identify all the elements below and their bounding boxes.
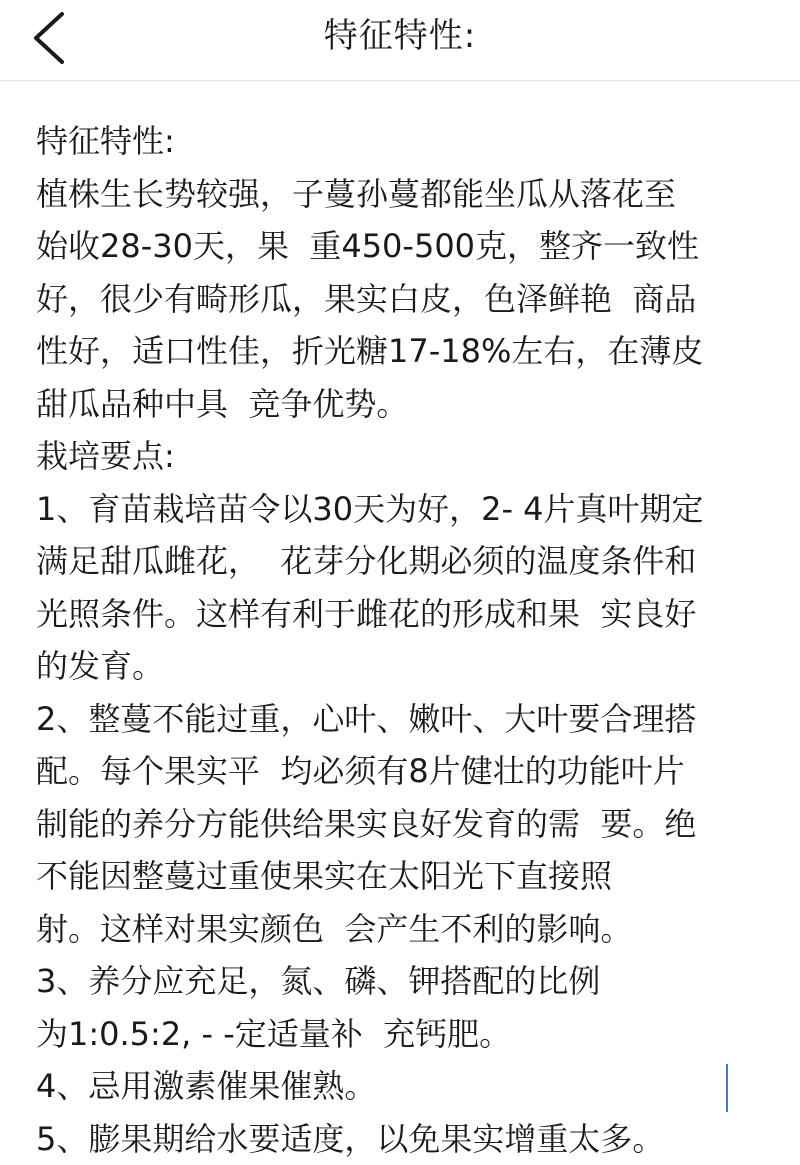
article-body <box>36 115 776 1165</box>
article-line: 为1:0.5:2, - -定适量补 充钙肥。 <box>36 1008 776 1061</box>
article-line: 特征特性: <box>36 115 776 168</box>
article-line: 不能因整蔓过重使果实在太阳光下直接照 <box>36 850 776 903</box>
article-line: 性好，适口性佳，折光糖17-18%左右，在薄皮 <box>36 325 776 378</box>
article-line: 甜瓜品种中具 竞争优势。 <box>36 378 776 431</box>
page-title: 特征特性: <box>0 0 800 72</box>
article-line: 栽培要点: <box>36 430 776 483</box>
article-line: 1、育苗栽培苗令以30天为好，2- 4片真叶期定 <box>36 483 776 536</box>
article-line: 的发育。 <box>36 640 776 693</box>
article-line: 光照条件。这样有利于雌花的形成和果 实良好 <box>36 588 776 641</box>
app-header <box>0 0 800 81</box>
article-line: 配。每个果实平 均必须有8片健壮的功能叶片 <box>36 745 776 798</box>
article-line: 2、整蔓不能过重，心叶、嫩叶、大叶要合理搭 <box>36 693 776 746</box>
article-line: 3、养分应充足，氮、磷、钾搭配的比例 <box>36 955 776 1008</box>
article-line: 好，很少有畸形瓜，果实白皮，色泽鲜艳 商品 <box>36 273 776 326</box>
article-line: 制能的养分方能供给果实良好发育的需 要。绝 <box>36 798 776 851</box>
article-line: 4、忌用激素催果催熟。 <box>36 1060 776 1113</box>
article-line: 满足甜瓜雌花， 花芽分化期必须的温度条件和 <box>36 535 776 588</box>
article-line: 植株生长势较强，子蔓孙蔓都能坐瓜从落花至 <box>36 168 776 221</box>
article-line: 5、膨果期给水要适度，以免果实增重太多。 <box>36 1113 776 1165</box>
article-line: 射。这样对果实颜色 会产生不利的影响。 <box>36 903 776 956</box>
article-line: 始收28-30天，果 重450-500克，整齐一致性 <box>36 220 776 273</box>
text-cursor <box>726 1064 728 1112</box>
